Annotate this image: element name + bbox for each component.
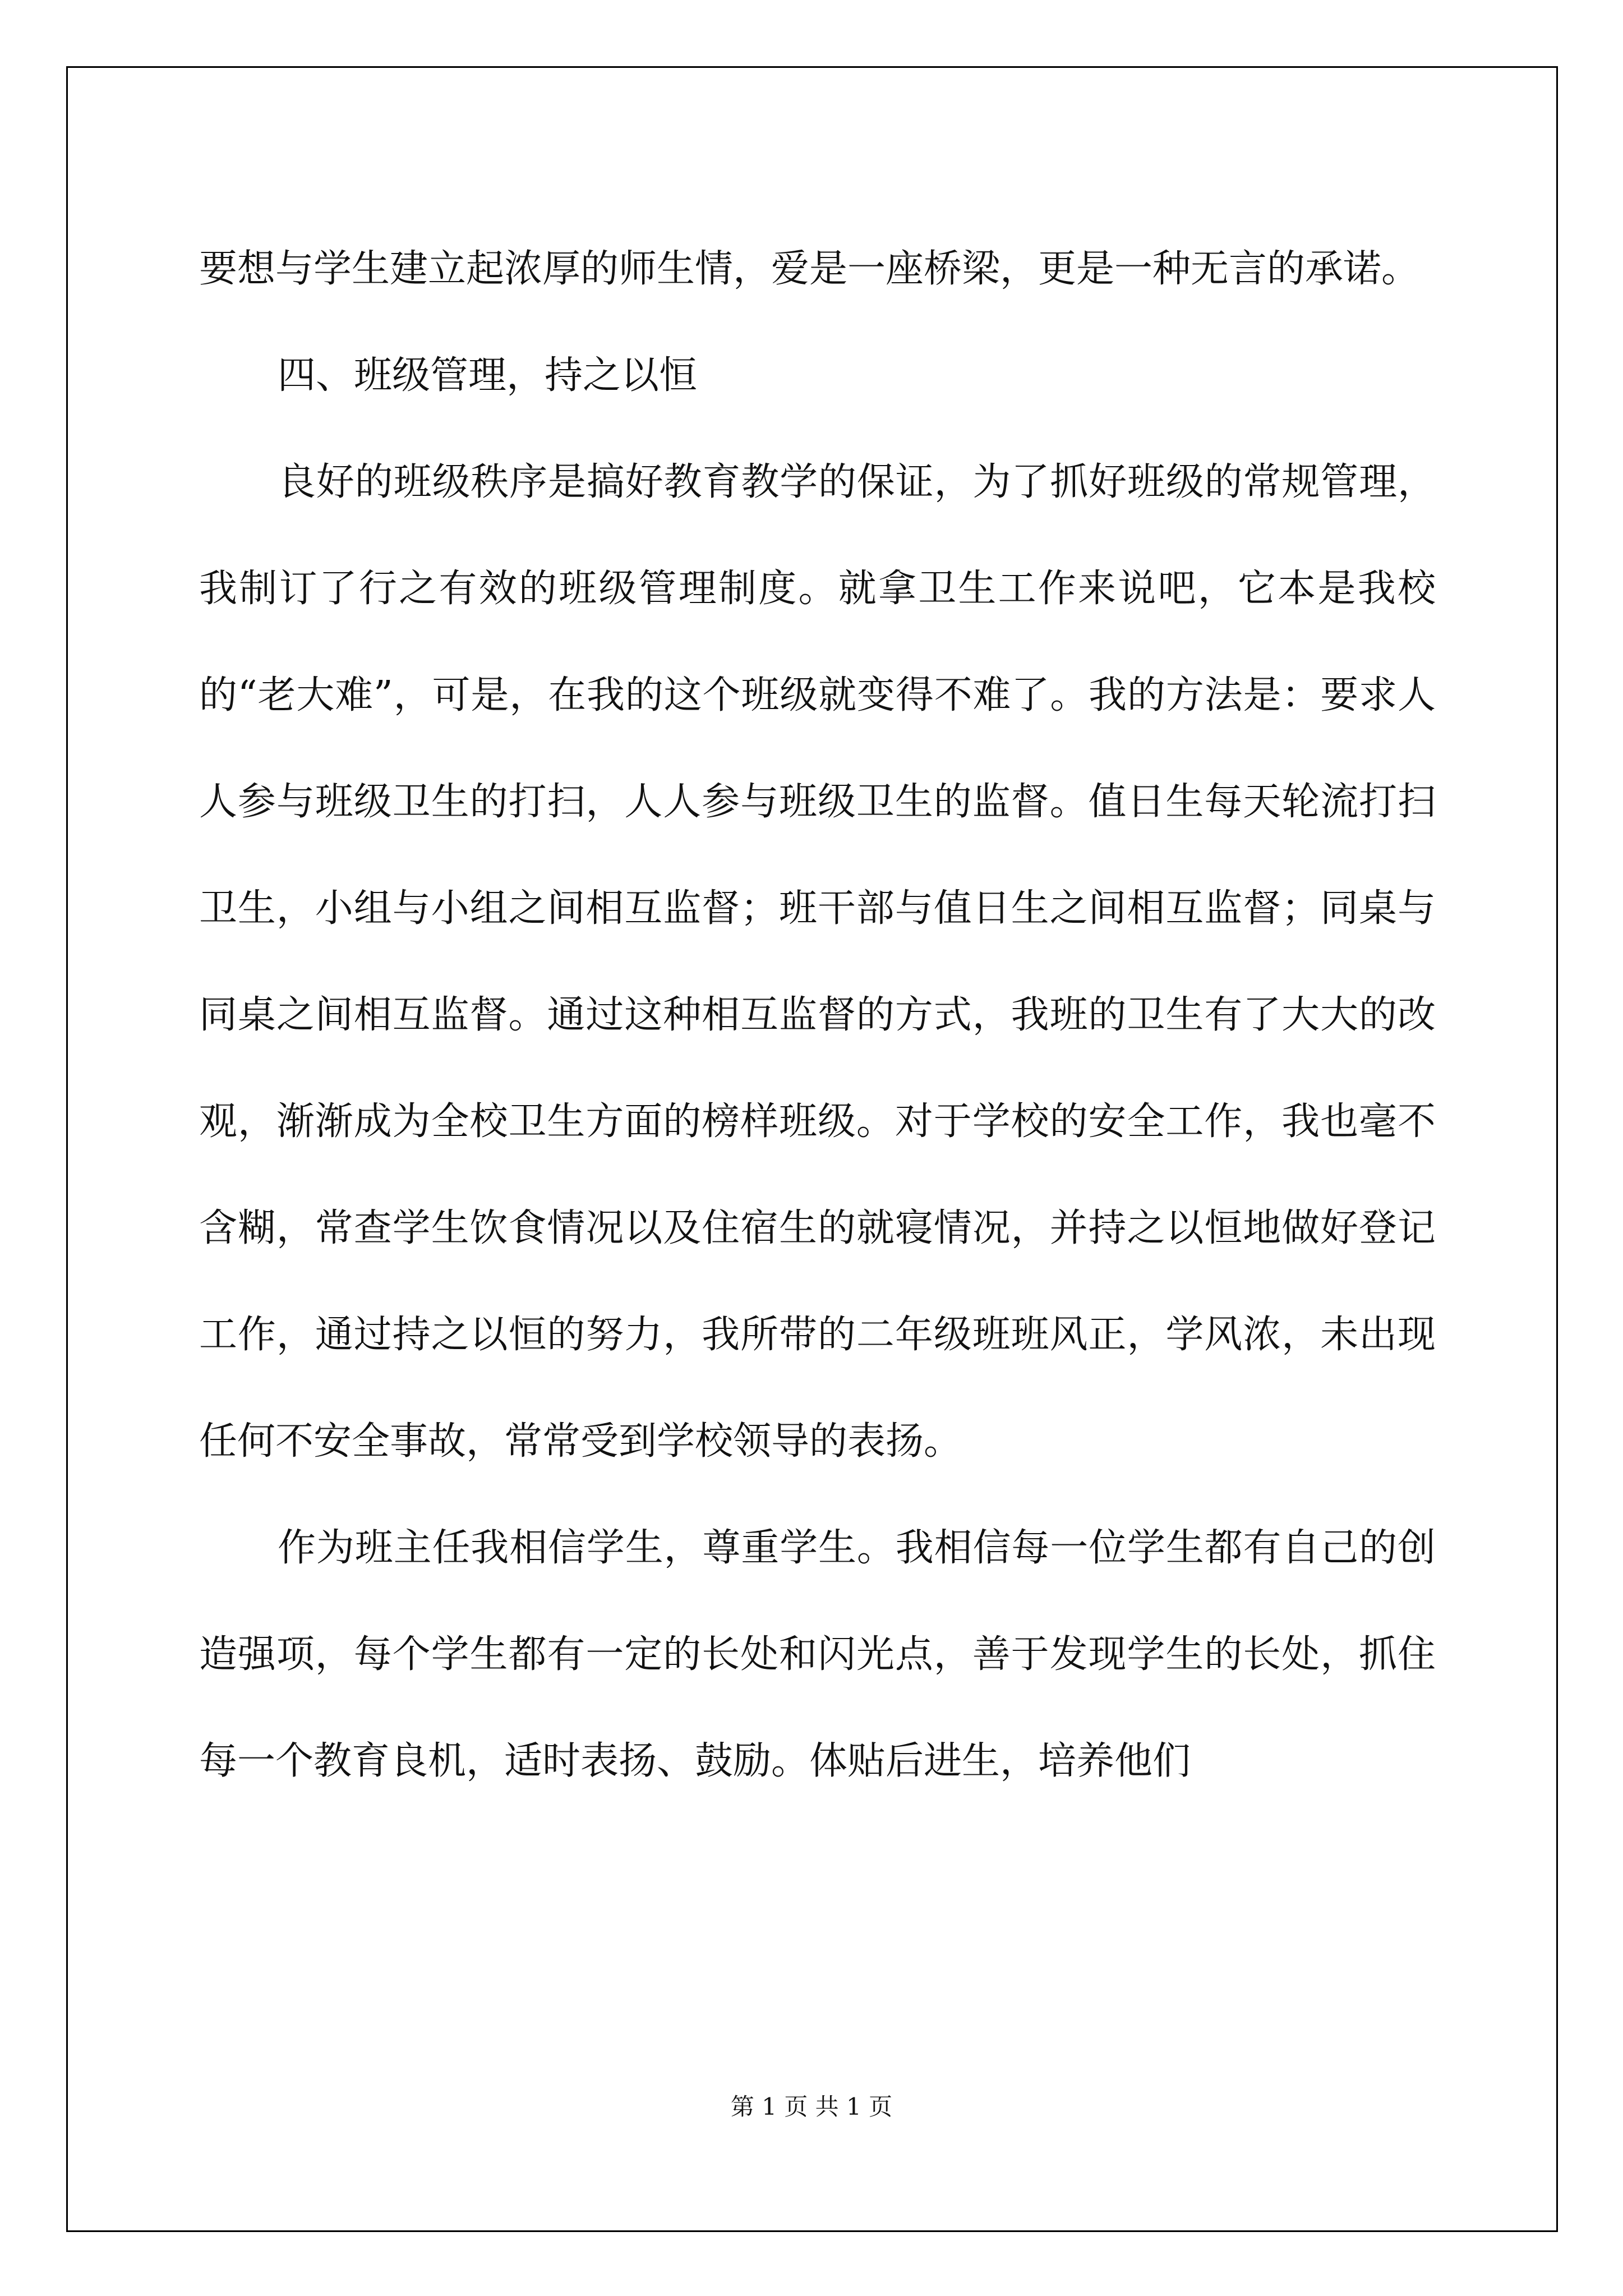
paragraph-3: 作为班主任我相信学生，尊重学生。我相信每一位学生都有自己的创造强项，每个学生都有一定的长处和闪光点，善于发现学生的长处，抓住每一个教育良机，适时表扬、鼓励。体贴后进生，培养他们 <box>199 1526 1436 1783</box>
paragraph-2: 良好的班级秩序是搞好教育教学的保证，为了抓好班级的常规管理，我制订了行之有效的班级管理制度。就拿卫生工作来说吧，它本是我校的“老大难”，可是，在我的这个班级就变得不难了。我的方法是：要求人人参与班级卫生的打扫，人人参与班级卫生的监督。值日生每天轮流打扫卫生，小组与小组之间相互监督；班干部与值日生之间相互监督；同桌与同桌之间相互监督。通过这种相互监督的方式，我班的卫生有了大大的改观，渐渐成为全校卫生方面的榜样班级。对于学校的安全工作，我也毫不含糊，常查学生饮食情况以及住宿生的就寝情况，并持之以恒地做好登记工作，通过持之以恒的努力，我所带的二年级班班风正，学风浓，未出现任何不安全事故，常常受到学校领导的表扬。 <box>199 460 1436 1464</box>
document-body <box>199 216 1436 1815</box>
section-heading: 四、班级管理，持之以恒 <box>278 353 698 398</box>
page-footer: 第 1 页 共 1 页 <box>730 2093 893 2120</box>
paragraph-1: 要想与学生建立起浓厚的师生情，爱是一座桥梁，更是一种无言的承诺。 <box>199 247 1420 291</box>
